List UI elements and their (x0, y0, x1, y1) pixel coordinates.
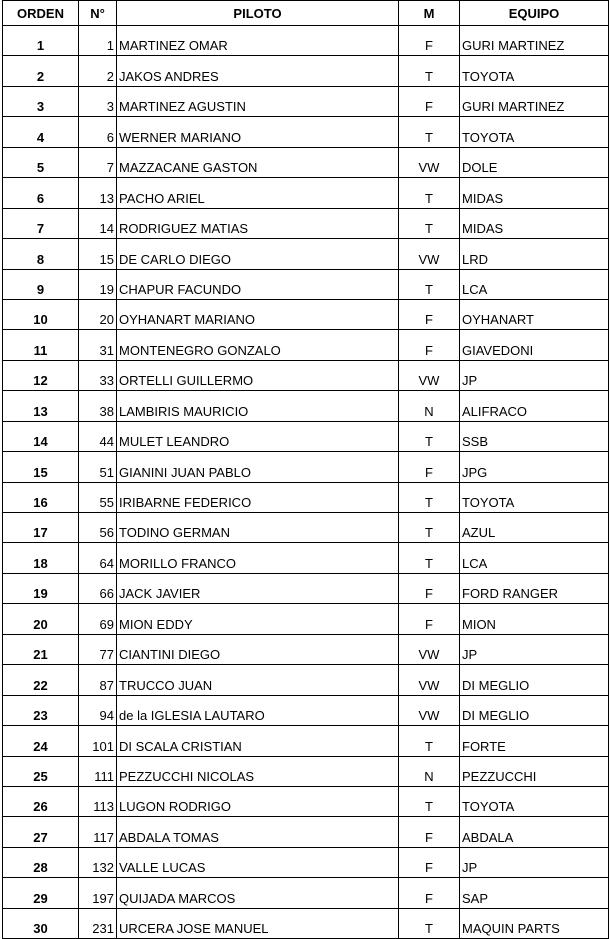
cell-marca: F (399, 573, 460, 603)
cell-piloto: TRUCCO JUAN (117, 665, 399, 695)
cell-marca: F (399, 847, 460, 877)
cell-marca: VW (399, 634, 460, 664)
cell-orden: 3 (3, 86, 79, 116)
table-row (3, 604, 609, 634)
cell-orden: 18 (3, 543, 79, 573)
cell-orden: 11 (3, 330, 79, 360)
cell-equipo: MIDAS (460, 178, 609, 208)
table-row (3, 239, 609, 269)
cell-piloto: GIANINI JUAN PABLO (117, 452, 399, 482)
cell-orden: 20 (3, 604, 79, 634)
table-row (3, 513, 609, 543)
cell-marca: T (399, 908, 460, 938)
table-row (3, 178, 609, 208)
cell-orden: 4 (3, 117, 79, 147)
cell-marca: T (399, 543, 460, 573)
cell-orden: 1 (3, 26, 79, 56)
cell-equipo: GURI MARTINEZ (460, 86, 609, 116)
cell-marca: N (399, 756, 460, 786)
cell-orden: 14 (3, 421, 79, 451)
table-row (3, 786, 609, 816)
cell-numero: 15 (79, 239, 117, 269)
cell-equipo: JP (460, 634, 609, 664)
cell-marca: F (399, 878, 460, 908)
cell-equipo: DI MEGLIO (460, 695, 609, 725)
table-row (3, 573, 609, 603)
cell-equipo: TOYOTA (460, 482, 609, 512)
table-row (3, 360, 609, 390)
cell-numero: 31 (79, 330, 117, 360)
table-row (3, 56, 609, 86)
cell-equipo: TOYOTA (460, 786, 609, 816)
table-row (3, 391, 609, 421)
cell-numero: 2 (79, 56, 117, 86)
header-orden: ORDEN (3, 1, 79, 26)
cell-orden: 19 (3, 573, 79, 603)
table-row (3, 208, 609, 238)
cell-equipo: ABDALA (460, 817, 609, 847)
cell-numero: 69 (79, 604, 117, 634)
cell-numero: 117 (79, 817, 117, 847)
cell-piloto: JACK JAVIER (117, 573, 399, 603)
cell-equipo: LCA (460, 543, 609, 573)
table-row (3, 330, 609, 360)
cell-orden: 26 (3, 786, 79, 816)
cell-equipo: LRD (460, 239, 609, 269)
cell-marca: T (399, 513, 460, 543)
cell-orden: 15 (3, 452, 79, 482)
cell-orden: 6 (3, 178, 79, 208)
cell-numero: 113 (79, 786, 117, 816)
cell-marca: F (399, 817, 460, 847)
cell-marca: F (399, 330, 460, 360)
cell-equipo: DI MEGLIO (460, 665, 609, 695)
cell-orden: 10 (3, 299, 79, 329)
cell-numero: 38 (79, 391, 117, 421)
cell-orden: 5 (3, 147, 79, 177)
cell-numero: 3 (79, 86, 117, 116)
cell-marca: F (399, 299, 460, 329)
cell-orden: 30 (3, 908, 79, 938)
header-equipo: EQUIPO (460, 1, 609, 26)
cell-equipo: FORD RANGER (460, 573, 609, 603)
cell-piloto: MARTINEZ AGUSTIN (117, 86, 399, 116)
table-row (3, 665, 609, 695)
cell-marca: T (399, 208, 460, 238)
cell-piloto: OYHANART MARIANO (117, 299, 399, 329)
cell-orden: 27 (3, 817, 79, 847)
cell-orden: 29 (3, 878, 79, 908)
cell-piloto: DE CARLO DIEGO (117, 239, 399, 269)
header-piloto: PILOTO (117, 1, 399, 26)
cell-marca: T (399, 726, 460, 756)
cell-numero: 7 (79, 147, 117, 177)
cell-equipo: PEZZUCCHI (460, 756, 609, 786)
cell-equipo: JPG (460, 452, 609, 482)
cell-equipo: SSB (460, 421, 609, 451)
table-row (3, 269, 609, 299)
cell-numero: 94 (79, 695, 117, 725)
cell-piloto: MION EDDY (117, 604, 399, 634)
table-row (3, 299, 609, 329)
table-row (3, 695, 609, 725)
table-row (3, 817, 609, 847)
results-table (2, 0, 609, 939)
cell-orden: 12 (3, 360, 79, 390)
cell-numero: 77 (79, 634, 117, 664)
cell-numero: 51 (79, 452, 117, 482)
cell-marca: T (399, 482, 460, 512)
cell-orden: 25 (3, 756, 79, 786)
cell-piloto: LAMBIRIS MAURICIO (117, 391, 399, 421)
cell-marca: T (399, 178, 460, 208)
cell-numero: 14 (79, 208, 117, 238)
cell-marca: T (399, 269, 460, 299)
cell-piloto: QUIJADA MARCOS (117, 878, 399, 908)
cell-numero: 231 (79, 908, 117, 938)
cell-marca: VW (399, 695, 460, 725)
cell-equipo: GIAVEDONI (460, 330, 609, 360)
table-row (3, 908, 609, 938)
table-row (3, 452, 609, 482)
cell-numero: 20 (79, 299, 117, 329)
cell-numero: 56 (79, 513, 117, 543)
table-row (3, 878, 609, 908)
cell-piloto: ABDALA TOMAS (117, 817, 399, 847)
cell-piloto: CIANTINI DIEGO (117, 634, 399, 664)
cell-piloto: VALLE LUCAS (117, 847, 399, 877)
cell-marca: T (399, 786, 460, 816)
cell-marca: F (399, 26, 460, 56)
cell-marca: T (399, 117, 460, 147)
cell-numero: 197 (79, 878, 117, 908)
table-row (3, 543, 609, 573)
cell-numero: 66 (79, 573, 117, 603)
cell-numero: 64 (79, 543, 117, 573)
cell-equipo: ALIFRACO (460, 391, 609, 421)
cell-marca: VW (399, 239, 460, 269)
cell-piloto: JAKOS ANDRES (117, 56, 399, 86)
cell-equipo: TOYOTA (460, 117, 609, 147)
cell-marca: VW (399, 360, 460, 390)
cell-piloto: MAZZACANE GASTON (117, 147, 399, 177)
cell-orden: 17 (3, 513, 79, 543)
cell-equipo: DOLE (460, 147, 609, 177)
cell-numero: 87 (79, 665, 117, 695)
cell-equipo: TOYOTA (460, 56, 609, 86)
cell-orden: 24 (3, 726, 79, 756)
cell-marca: VW (399, 665, 460, 695)
cell-marca: T (399, 56, 460, 86)
table-row (3, 147, 609, 177)
cell-equipo: JP (460, 360, 609, 390)
cell-orden: 28 (3, 847, 79, 877)
cell-equipo: MIDAS (460, 208, 609, 238)
cell-piloto: IRIBARNE FEDERICO (117, 482, 399, 512)
cell-orden: 8 (3, 239, 79, 269)
cell-piloto: de la IGLESIA LAUTARO (117, 695, 399, 725)
header-marca: M (399, 1, 460, 26)
cell-numero: 101 (79, 726, 117, 756)
table-row (3, 117, 609, 147)
cell-numero: 33 (79, 360, 117, 390)
cell-marca: F (399, 452, 460, 482)
table-row (3, 634, 609, 664)
cell-numero: 55 (79, 482, 117, 512)
table-row (3, 726, 609, 756)
cell-piloto: WERNER MARIANO (117, 117, 399, 147)
cell-numero: 13 (79, 178, 117, 208)
table-row (3, 26, 609, 56)
cell-equipo: JP (460, 847, 609, 877)
cell-numero: 1 (79, 26, 117, 56)
table-row (3, 86, 609, 116)
cell-orden: 13 (3, 391, 79, 421)
cell-piloto: RODRIGUEZ MATIAS (117, 208, 399, 238)
cell-piloto: TODINO GERMAN (117, 513, 399, 543)
cell-piloto: ORTELLI GUILLERMO (117, 360, 399, 390)
cell-numero: 111 (79, 756, 117, 786)
table-body (3, 26, 609, 939)
cell-orden: 21 (3, 634, 79, 664)
header-row (3, 1, 609, 26)
cell-piloto: URCERA JOSE MANUEL (117, 908, 399, 938)
cell-equipo: LCA (460, 269, 609, 299)
cell-equipo: GURI MARTINEZ (460, 26, 609, 56)
table-row (3, 482, 609, 512)
cell-orden: 23 (3, 695, 79, 725)
cell-equipo: SAP (460, 878, 609, 908)
cell-numero: 19 (79, 269, 117, 299)
cell-piloto: MONTENEGRO GONZALO (117, 330, 399, 360)
cell-piloto: DI SCALA CRISTIAN (117, 726, 399, 756)
cell-marca: VW (399, 147, 460, 177)
table-row (3, 421, 609, 451)
cell-orden: 22 (3, 665, 79, 695)
cell-piloto: LUGON RODRIGO (117, 786, 399, 816)
cell-orden: 9 (3, 269, 79, 299)
cell-numero: 44 (79, 421, 117, 451)
cell-orden: 16 (3, 482, 79, 512)
cell-piloto: PEZZUCCHI NICOLAS (117, 756, 399, 786)
table-header (3, 1, 609, 26)
header-numero: N° (79, 1, 117, 26)
cell-marca: F (399, 86, 460, 116)
cell-equipo: MION (460, 604, 609, 634)
table-row (3, 847, 609, 877)
cell-numero: 132 (79, 847, 117, 877)
cell-piloto: MULET LEANDRO (117, 421, 399, 451)
cell-numero: 6 (79, 117, 117, 147)
cell-marca: F (399, 604, 460, 634)
cell-marca: T (399, 421, 460, 451)
cell-piloto: MORILLO FRANCO (117, 543, 399, 573)
cell-piloto: PACHO ARIEL (117, 178, 399, 208)
cell-equipo: MAQUIN PARTS (460, 908, 609, 938)
cell-orden: 2 (3, 56, 79, 86)
cell-marca: N (399, 391, 460, 421)
cell-equipo: FORTE (460, 726, 609, 756)
cell-equipo: OYHANART (460, 299, 609, 329)
cell-piloto: MARTINEZ OMAR (117, 26, 399, 56)
cell-piloto: CHAPUR FACUNDO (117, 269, 399, 299)
table-row (3, 756, 609, 786)
cell-orden: 7 (3, 208, 79, 238)
cell-equipo: AZUL (460, 513, 609, 543)
